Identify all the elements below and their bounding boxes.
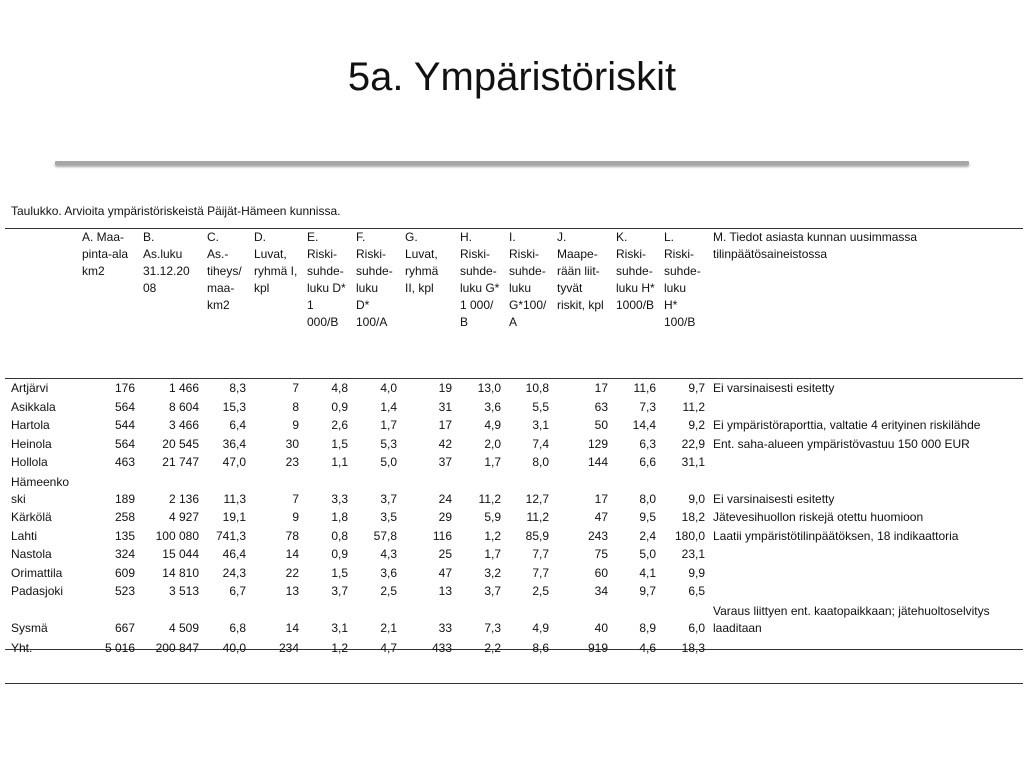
environmental-risk-table [5,229,1023,670]
value-cell: 11,2 [526,509,549,524]
value-cell: 24 [438,491,452,506]
value-cell: 8,0 [532,455,549,470]
municipality-cell: Orimattila [11,565,63,580]
value-cell: 9,7 [688,381,705,395]
value-cell: 144 [587,455,608,470]
value-cell: 63 [594,399,608,414]
value-cell: 11,3 [223,491,246,506]
table-row [5,527,1023,546]
value-cell: 11,2 [478,491,501,506]
header-cell: D. Luvat, ryhmä I, kpl [254,230,298,295]
table-row [5,379,1023,398]
value-cell: 40 [594,620,608,635]
value-cell: 7,4 [532,436,549,451]
value-cell: 3 513 [168,584,199,599]
value-cell: 23,1 [681,547,705,562]
value-cell: 50 [594,418,608,433]
municipality-cell: Nastola [11,547,52,562]
value-cell: 85,9 [525,528,549,543]
value-cell: 8,3 [229,381,246,395]
total-row [5,637,1023,670]
value-cell: 2,2 [484,640,501,655]
note-cell [709,564,1023,583]
value-cell: 2,4 [639,528,656,543]
value-cell: 9,0 [688,491,705,506]
value-cell: 5,9 [484,509,501,524]
value-cell: 9,2 [688,418,705,433]
value-cell: 18,2 [681,509,705,524]
table-row [5,508,1023,527]
value-cell: 2 136 [168,491,199,506]
value-cell: 3,7 [380,491,397,506]
value-cell: 3,7 [484,584,501,599]
value-cell: 7,3 [484,620,501,635]
value-cell: 47 [594,509,608,524]
value-cell: 1,8 [331,509,348,524]
header-cell-municipality [5,229,78,379]
municipality-cell: Hollola [11,455,48,470]
note-cell: Jätevesihuollon riskejä otettu huomioon [713,509,924,524]
value-cell: 0,8 [331,528,348,543]
value-cell: 4,9 [532,620,549,635]
table-header-row [5,229,1023,379]
table-row [5,435,1023,454]
value-cell: 3,2 [484,565,501,580]
value-cell: 189 [114,491,135,506]
value-cell: 57,8 [373,528,397,543]
slide-title: 5a. Ympäristöriskit [347,55,677,99]
value-cell: 6,6 [639,455,656,470]
table-row [5,416,1023,435]
value-cell: 258 [114,509,135,524]
value-cell: 47 [438,565,452,580]
value-cell: 15 044 [162,547,199,562]
value-cell: 9 [292,418,299,433]
value-cell: 4 509 [168,620,199,635]
note-cell: Ei ympäristöraporttia, valtatie 4 erityinen riskilähde [713,418,981,433]
municipality-cell: Sysmä [11,620,48,635]
value-cell: 20 545 [162,436,199,451]
value-cell: 667 [114,620,135,635]
value-cell: 9,9 [688,565,705,580]
value-cell: 17 [438,418,452,433]
value-cell: 11,6 [633,381,656,395]
municipality-cell: Padasjoki [11,584,64,599]
header-cell: C. As.- tiheys/ maa- km2 [207,230,242,312]
value-cell: 18,3 [681,640,705,655]
value-cell: 13,0 [477,381,501,395]
value-cell: 42 [438,436,452,451]
value-cell: 14,4 [632,418,656,433]
note-cell: Ei varsinaisesti esitetty [713,381,835,395]
value-cell: 75 [594,547,608,562]
value-cell: 7,7 [532,565,549,580]
value-cell: 4,6 [639,640,656,655]
value-cell: 37 [438,455,452,470]
table-bottom-rule [5,683,1023,684]
value-cell: 40,0 [222,640,246,655]
municipality-cell: Lahti [11,528,38,543]
value-cell: 0,9 [331,399,348,414]
header-cell: J. Maape- rään liit- tyvät riskit, kpl [557,230,604,312]
value-cell: 4 927 [168,509,199,524]
value-cell: 129 [587,436,608,451]
value-cell: 24,3 [222,565,246,580]
value-cell: 5,3 [380,436,397,451]
value-cell: 13 [285,584,299,599]
value-cell: 7 [292,381,299,395]
value-cell: 19,1 [222,509,246,524]
table-row [5,545,1023,564]
note-cell: Varaus liittyen ent. kaatopaikkaan; jätehuoltoselvitys laaditaan [713,603,990,635]
value-cell: 5,0 [639,547,656,562]
value-cell: 5,5 [532,399,549,414]
value-cell: 4,0 [380,381,397,395]
value-cell: 180,0 [674,528,705,543]
municipality-cell: Asikkala [11,399,56,414]
value-cell: 60 [594,565,608,580]
value-cell: 7,7 [532,547,549,562]
note-cell [709,637,1023,670]
value-cell: 14 [285,620,299,635]
value-cell: 3,6 [484,399,501,414]
header-cell: E. Riski- suhde- luku D* 1 000/B [307,230,346,329]
value-cell: 2,1 [380,620,397,635]
value-cell: 243 [587,528,608,543]
table-row [5,472,1023,508]
header-cell: H. Riski- suhde- luku G* 1 000/ B [460,230,500,329]
header-cell: I. Riski- suhde- luku G*100/ A [509,230,547,329]
value-cell: 200 847 [155,640,199,655]
value-cell: 78 [285,528,299,543]
value-cell: 29 [438,509,452,524]
header-cell: K. Riski- suhde- luku H* 1000/B [616,230,655,312]
value-cell: 1 466 [168,381,199,395]
value-cell: 3 466 [168,418,199,433]
municipality-cell: Yht. [11,640,33,655]
value-cell: 9,5 [639,509,656,524]
value-cell: 23 [285,455,299,470]
value-cell: 17 [594,381,608,395]
header-cell: L. Riski- suhde- luku H* 100/B [664,230,701,329]
value-cell: 6,3 [639,436,656,451]
value-cell: 4,8 [331,381,348,395]
value-cell: 234 [278,640,299,655]
value-cell: 6,7 [229,584,246,599]
value-cell: 1,4 [380,399,397,414]
value-cell: 6,4 [229,418,246,433]
value-cell: 6,0 [688,620,705,635]
header-cell: B. As.luku 31.12.20 08 [143,230,190,295]
value-cell: 135 [114,528,135,543]
header-cell: A. Maa- pinta-ala km2 [82,230,129,278]
value-cell: 19 [438,381,452,395]
value-cell: 1,2 [484,528,501,543]
value-cell: 14 810 [162,565,199,580]
value-cell: 5,0 [380,455,397,470]
table-row [5,564,1023,583]
value-cell: 11,2 [682,399,705,414]
value-cell: 2,0 [484,436,501,451]
value-cell: 36,4 [222,436,246,451]
municipality-cell: Heinola [11,436,52,451]
note-cell: Laatii ympäristötilinpäätöksen, 18 indikaattoria [713,528,959,543]
value-cell: 433 [431,640,452,655]
value-cell: 544 [114,418,135,433]
table-body [5,379,1023,670]
value-cell: 30 [285,436,299,451]
value-cell: 9,7 [639,584,656,599]
note-cell: Ent. saha-alueen ympäristövastuu 150 000 EUR [713,436,970,451]
value-cell: 3,1 [331,620,348,635]
table-row [5,398,1023,417]
title-divider [55,161,969,165]
header-cell: M. Tiedot asiasta kunnan uusimmassa tilinpäätösaineistossa [713,230,918,261]
municipality-cell: Artjärvi [11,381,49,395]
value-cell: 1,7 [484,547,501,562]
municipality-cell: Hämeenko ski [11,474,70,506]
value-cell: 1,7 [380,418,397,433]
value-cell: 7 [292,491,299,506]
value-cell: 176 [114,381,135,395]
note-cell: Ei varsinaisesti esitetty [713,491,835,506]
value-cell: 21 747 [162,455,199,470]
value-cell: 564 [114,436,135,451]
value-cell: 9 [292,509,299,524]
value-cell: 8,0 [639,491,656,506]
note-cell [709,398,1023,417]
value-cell: 1,1 [331,455,348,470]
value-cell: 116 [432,528,452,543]
value-cell: 2,5 [532,584,549,599]
value-cell: 22 [285,565,299,580]
value-cell: 919 [587,640,608,655]
value-cell: 8,9 [639,620,656,635]
table-row [5,601,1023,637]
value-cell: 4,7 [380,640,397,655]
value-cell: 6,8 [229,620,246,635]
header-cell: G. Luvat, ryhmä II, kpl [405,230,439,295]
value-cell: 324 [114,547,135,562]
value-cell: 523 [114,584,135,599]
value-cell: 22,9 [681,436,705,451]
value-cell: 31 [438,399,452,414]
value-cell: 46,4 [222,547,246,562]
value-cell: 3,3 [331,491,348,506]
value-cell: 741,3 [215,528,246,543]
value-cell: 10,8 [525,381,549,395]
value-cell: 1,5 [331,436,348,451]
value-cell: 1,5 [331,565,348,580]
value-cell: 8,6 [532,640,549,655]
value-cell: 4,9 [484,418,501,433]
header-cell: F. Riski- suhde- luku D* 100/A [356,230,393,329]
value-cell: 13 [438,584,452,599]
value-cell: 5 016 [104,640,135,655]
value-cell: 33 [438,620,452,635]
value-cell: 12,7 [525,491,549,506]
value-cell: 31,1 [681,455,705,470]
value-cell: 15,3 [222,399,246,414]
table-caption: Taulukko. Arvioita ympäristöriskeistä Päijät-Hämeen kunnissa. [11,204,341,218]
note-cell [709,545,1023,564]
value-cell: 3,1 [532,418,549,433]
value-cell: 17 [594,491,608,506]
note-cell [709,453,1023,472]
value-cell: 609 [114,565,135,580]
value-cell: 564 [114,399,135,414]
value-cell: 1,7 [484,455,501,470]
municipality-cell: Hartola [11,418,50,433]
value-cell: 4,3 [380,547,397,562]
value-cell: 47,0 [222,455,246,470]
value-cell: 1,2 [331,640,348,655]
value-cell: 34 [594,584,608,599]
value-cell: 2,5 [380,584,397,599]
municipality-cell: Kärkölä [11,509,52,524]
value-cell: 7,3 [639,399,656,414]
value-cell: 4,1 [639,565,656,580]
value-cell: 8 604 [168,399,199,414]
value-cell: 25 [438,547,452,562]
value-cell: 3,7 [331,584,348,599]
value-cell: 6,5 [688,584,705,599]
value-cell: 2,6 [331,418,348,433]
value-cell: 0,9 [331,547,348,562]
value-cell: 3,6 [380,565,397,580]
note-cell [709,582,1023,601]
value-cell: 3,5 [380,509,397,524]
value-cell: 8 [292,399,299,414]
value-cell: 14 [285,547,299,562]
value-cell: 463 [114,455,135,470]
table-row [5,582,1023,601]
table-row [5,453,1023,472]
value-cell: 100 080 [155,528,199,543]
